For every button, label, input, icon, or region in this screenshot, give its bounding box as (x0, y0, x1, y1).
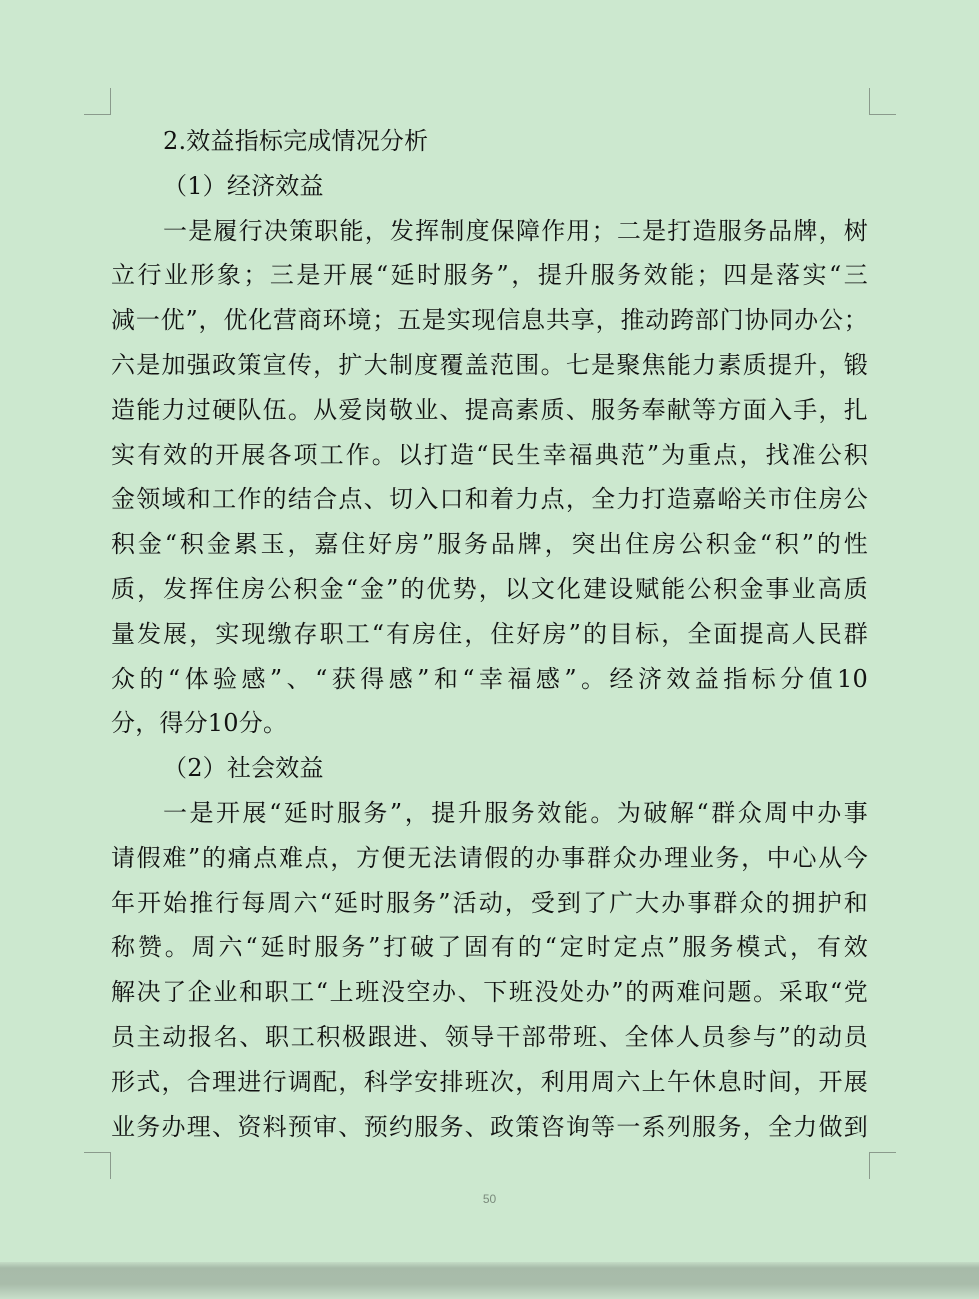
paragraph-line: 造能力过硬队伍。从爱岗敬业、提高素质、服务奉献等方面入手，扎 (111, 395, 868, 424)
paragraph-line: 请假难”的痛点难点，方便无法请假的办事群众办理业务，中心从今 (111, 843, 868, 872)
paragraph-line: 年开始推行每周六“延时服务”活动，受到了广大办事群众的拥护和 (111, 888, 868, 917)
crop-mark-top-right (869, 88, 896, 115)
crop-mark-top-left (84, 88, 111, 115)
paragraph-line: 质，发挥住房公积金“金”的优势，以文化建设赋能公积金事业高质 (111, 574, 868, 603)
crop-mark-bottom-right (869, 1152, 896, 1179)
paragraph-social (111, 791, 868, 1149)
subheading-economic: （1）经济效益 (163, 171, 324, 200)
page-gap-strip (0, 1262, 979, 1299)
paragraph-line: 一是开展“延时服务”，提升服务效能。为破解“群众周中办事 (163, 798, 868, 827)
paragraph-line: 众的“体验感”、“获得感”和“幸福感”。经济效益指标分值10 (111, 664, 868, 693)
paragraph-line: 立行业形象；三是开展“延时服务”，提升服务效能；四是落实“三 (111, 261, 868, 290)
paragraph-line: 员主动报名、职工积极跟进、领导干部带班、全体人员参与”的动员 (111, 1022, 868, 1051)
crop-mark-bottom-left (84, 1152, 111, 1179)
paragraph-line: 解决了企业和职工“上班没空办、下班没处办”的两难问题。采取“党 (111, 978, 868, 1007)
paragraph-line: 实有效的开展各项工作。以打造“民生幸福典范”为重点，找准公积 (111, 440, 868, 469)
paragraph-line: 分，得分10分。 (111, 709, 288, 738)
paragraph-line: 业务办理、资料预审、预约服务、政策咨询等一系列服务，全力做到 (111, 1112, 868, 1141)
paragraph-line: 积金“积金累玉，嘉住好房”服务品牌，突出住房公积金“积”的性 (111, 530, 868, 559)
document-body (111, 119, 868, 1149)
paragraph-line: 形式，合理进行调配，科学安排班次，利用周六上午休息时间，开展 (111, 1067, 868, 1096)
section-heading: 2.效益指标完成情况分析 (163, 127, 429, 155)
paragraph-line: 一是履行决策职能，发挥制度保障作用；二是打造服务品牌，树 (163, 216, 868, 245)
page-number: 50 (482, 1192, 497, 1206)
paragraph-line: 量发展，实现缴存职工“有房住，住好房”的目标，全面提高人民群 (111, 619, 868, 648)
paragraph-line: 六是加强政策宣传，扩大制度覆盖范围。七是聚焦能力素质提升，锻 (111, 350, 868, 379)
paragraph-line: 称赞。周六“延时服务”打破了固有的“定时定点”服务模式，有效 (111, 933, 868, 962)
paragraph-line: 金领域和工作的结合点、切入口和着力点，全力打造嘉峪关市住房公 (111, 485, 868, 514)
paragraph-economic (111, 209, 868, 747)
paragraph-line: 减一优”，优化营商环境；五是实现信息共享，推动跨部门协同办公； (111, 306, 868, 335)
subheading-social: （2）社会效益 (163, 754, 324, 783)
